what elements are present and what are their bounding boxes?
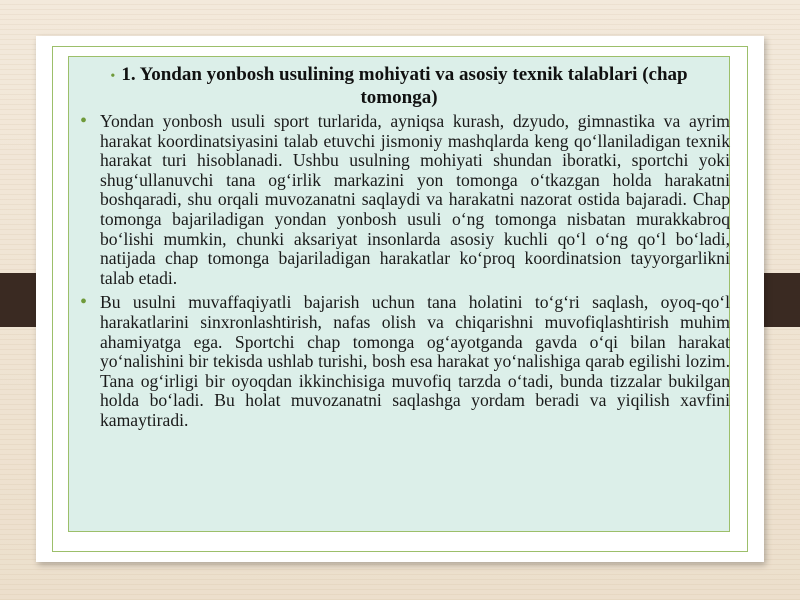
bullet-item <box>80 293 730 430</box>
bullet-icon: • <box>80 291 88 314</box>
bullet-icon: • <box>80 110 88 132</box>
slide-title: 1. Yondan yonbosh usulining mohiyati va asosiy texnik talablari (chap tomonga) <box>121 64 688 108</box>
slide <box>36 36 764 562</box>
slide-title-block <box>72 64 726 108</box>
title-bullet-icon: • <box>110 69 116 84</box>
paragraph-text: Bu usulni muvaffaqiyatli bajarish uchun tana holatini to‘g‘ri saqlash, oyoq-qo‘l harakatlarini sinxronlashtirish, nafas olish va chiqarishni muvofiqlashtirish muhim ahamiyatga ega. Sportchi chap tomonga og‘ayotganda gavda o‘qi bilan harakat yo‘nalishini bir tekisda ushlab turishi, bosh esa harakat yo‘nalishiga qarab egilishi lozim. Tana og‘irligi bir oyoqdan ikkinchisiga muvofiq tarzda o‘tadi, bunda tizzalar bukilgan holda bo‘ladi. Bu holat muvozanatni saqlashga yordam beradi va yiqilish xavfini kamaytiradi. <box>100 292 730 430</box>
slide-body <box>80 112 730 436</box>
bullet-item <box>80 112 730 288</box>
paragraph-text: Yondan yonbosh usuli sport turlarida, ayniqsa kurash, dzyudo, gimnastika va ayrim harakat koordinatsiyasini talab etuvchi jismoniy mashqlarda keng qo‘llaniladigan texnik harakat turi hisoblanadi. Ushbu usulning mohiyati shundan iboratki, sportchi yoki shug‘ullanuvchi tana og‘irlik markazini yon tomonga o‘tkazgan holda harakatni boshqaradi, shu orqali muvozanatni saqlaydi va harakatni nazorat ostida bajaradi. Chap tomonga bajariladigan yondan yonbosh usuli o‘ng tomonga nisbatan murakkabroq bo‘lishi mumkin, chunki aksariyat insonlarda asosiy kuchli qo‘l o‘ng qo‘l bo‘ladi, natijada chap tomonga bajariladigan harakatlar ko‘proq koordinatsion tayyorgarlikni talab etadi. <box>100 111 730 288</box>
